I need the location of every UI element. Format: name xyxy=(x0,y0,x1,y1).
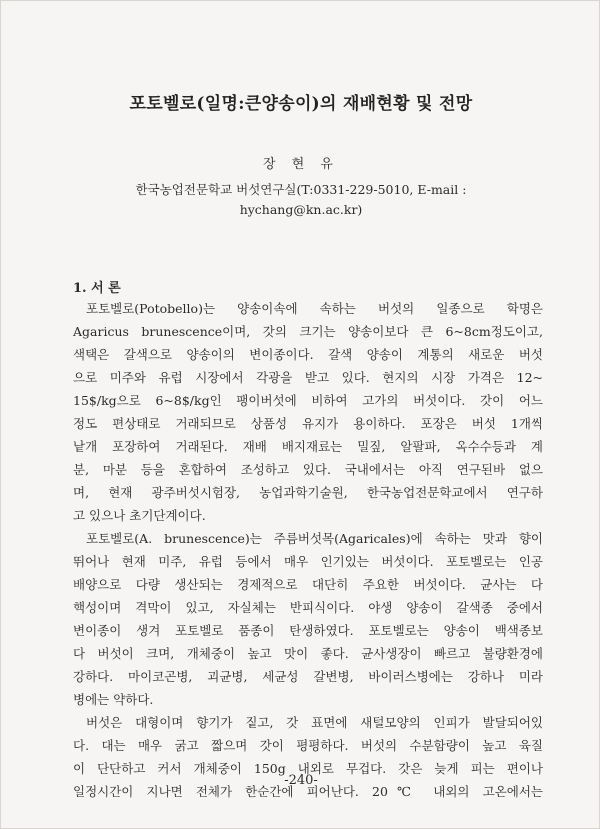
text-line: 낱개 포장하여 거래된다. 재배 배지재료는 밀짚, 알팔파, 옥수수등과 계 xyxy=(73,439,543,454)
page-number: -240- xyxy=(284,773,318,788)
body-text xyxy=(73,297,543,803)
text-line: 일정시간이 지나면 전체가 한순간에 피어난다. 20℃ 내외의 고온에서는 xyxy=(73,784,543,799)
text-line: Agaricus brunescence이며, 갓의 크기는 양송이보다 큰 6~8cm정도이고, xyxy=(73,324,543,339)
text-line: 며, 현재 광주버섯시험장, 농업과학기술원, 한국농업전문학교에서 연구하 xyxy=(73,485,543,500)
text-line: 정도 편상태로 거래되므로 상품성 유지가 용이하다. 포장은 버섯 1개씩 xyxy=(73,416,543,431)
text-line: 뛰어나 현재 미주, 유럽 등에서 매우 인기있는 버섯이다. 포토벨로는 인공 xyxy=(73,554,543,569)
text-line: 이 단단하고 커서 개체중이 150g 내외로 무겁다. 갓은 늦게 피는 편이나 xyxy=(73,761,543,776)
text-line: 다. 대는 매우 굵고 짧으며 갓이 평평하다. 버섯의 수분함량이 높고 육질 xyxy=(73,738,543,753)
section-heading-introduction: 1. 서 론 xyxy=(73,281,121,296)
text-line: 분, 마분 등을 혼합하여 조성하고 있다. 국내에서는 아직 연구된바 없으 xyxy=(73,462,543,477)
text-line: 으로 미주와 유럽 시장에서 각광을 받고 있다. 현지의 시장 가격은 12~ xyxy=(73,370,543,385)
text-line: 15$/kg으로 6~8$/kg인 팽이버섯에 비하여 고가의 버섯이다. 갓이 어느 xyxy=(73,393,543,408)
text-line: 고 있으나 초기단계이다. xyxy=(73,508,206,523)
text-line: 변이종이 생겨 포토벨로 품종이 탄생하였다. 포토벨로는 양송이 백색종보 xyxy=(73,623,543,638)
author-email: hychang@kn.ac.kr) xyxy=(239,202,363,217)
text-line: 다 버섯이 크며, 개체중이 높고 맛이 좋다. 균사생장이 빠르고 불량환경에 xyxy=(73,646,543,661)
text-line: 버섯은 대형이며 향기가 짙고, 갓 표면에 새털모양의 인피가 발달되어있 xyxy=(86,715,543,730)
text-line: 색택은 갈색으로 양송이의 변이종이다. 갈색 양송이 계통의 새로운 버섯 xyxy=(73,347,543,362)
author-name: 장 현 유 xyxy=(263,157,339,172)
text-line: 핵성이며 격막이 있고, 자실체는 반피식이다. 야생 양송이 갈색종 중에서 xyxy=(73,600,543,615)
text-line: 병에는 약하다. xyxy=(73,692,154,707)
paper-title: 포토벨로(일명:큰양송이)의 재배현황 및 전망 xyxy=(129,94,473,114)
text-line: 포토벨로(Potobello)는 양송이속에 속하는 버섯의 일종으로 학명은 xyxy=(86,301,543,316)
text-line: 포토벨로(A. brunescence)는 주름버섯목(Agaricales)에 속하는 맛과 향이 xyxy=(86,531,543,546)
author-affiliation: 한국농업전문학교 버섯연구실(T:0331-229-5010, E-mail : xyxy=(135,182,467,197)
text-line: 강하다. 마이코곤병, 괴균병, 세균성 갈변병, 바이러스병에는 강하나 미라 xyxy=(73,669,543,684)
text-line: 배양으로 다량 생산되는 경제적으로 대단히 주요한 버섯이다. 균사는 다 xyxy=(73,577,543,592)
